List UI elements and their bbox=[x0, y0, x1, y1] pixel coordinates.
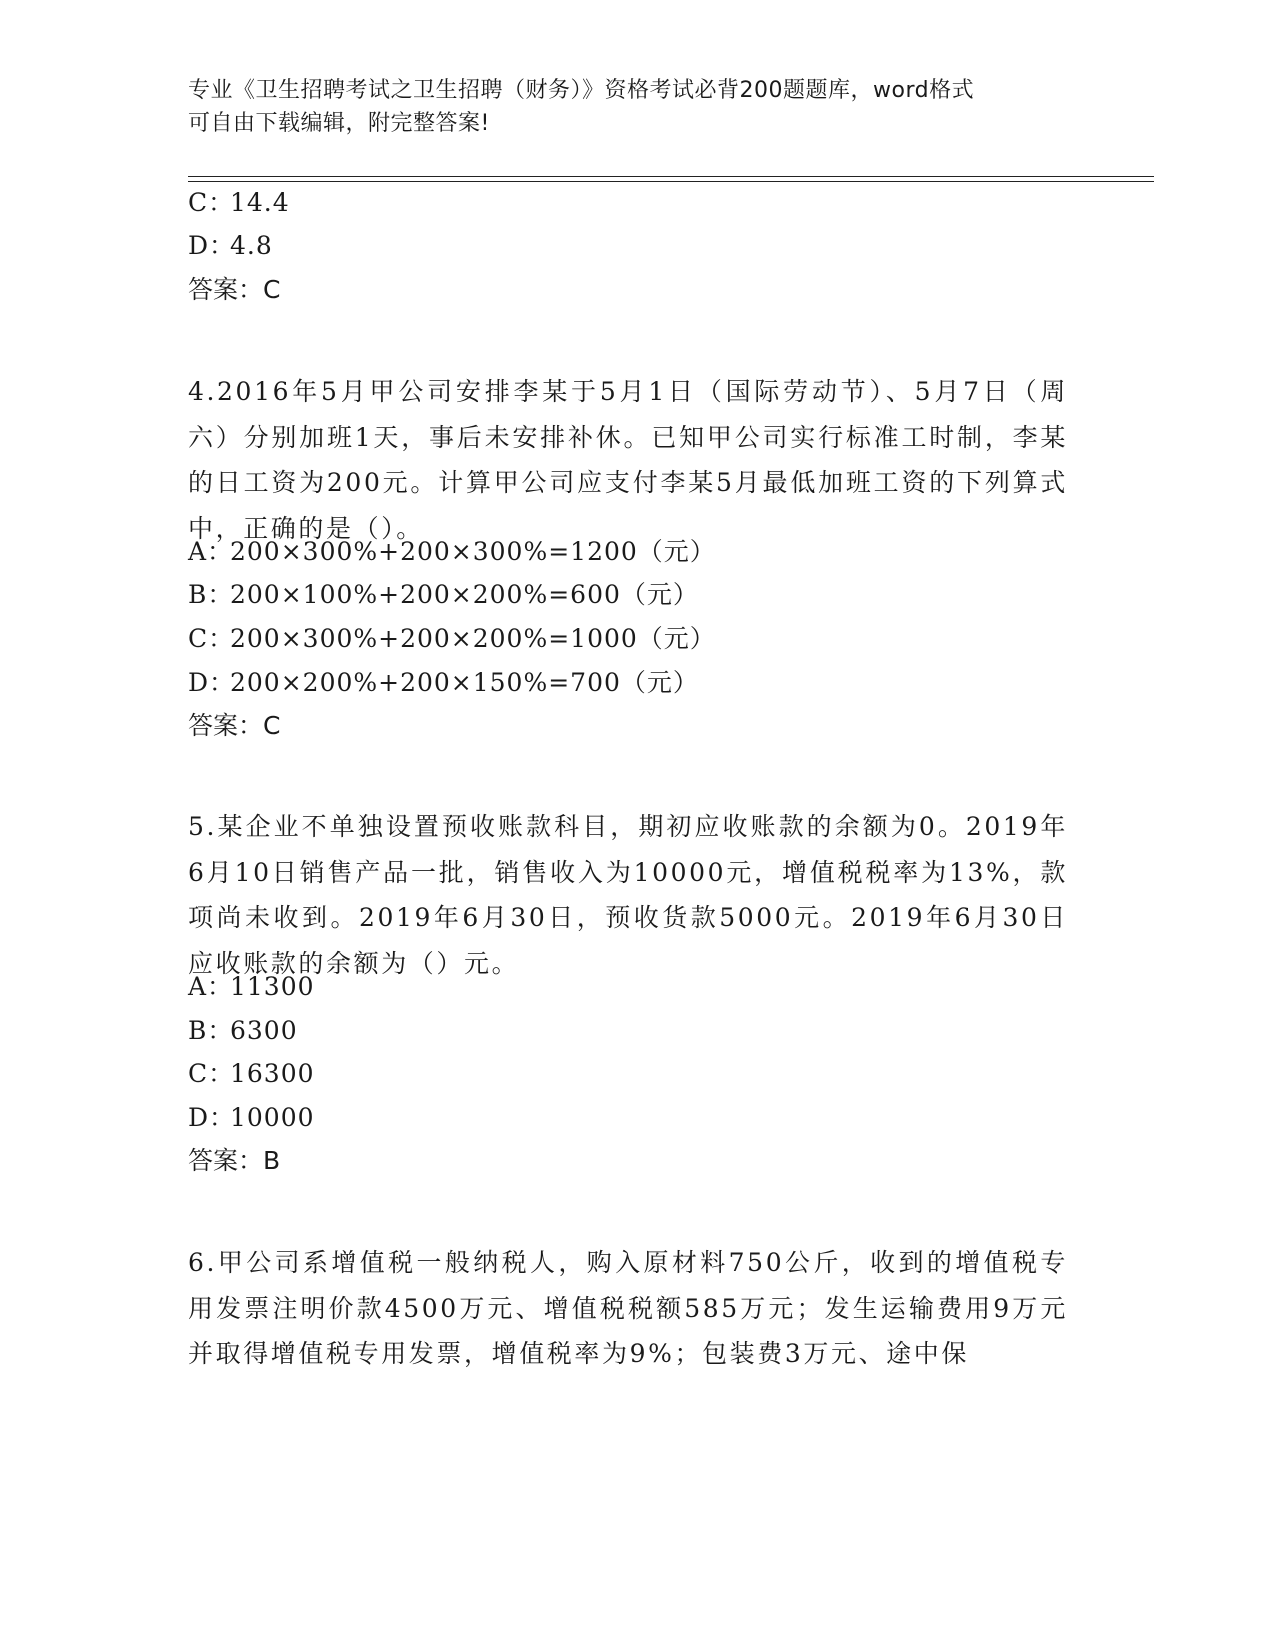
option-text: 200×300%+200×200%=1000（元） bbox=[230, 624, 716, 653]
q3-option-c bbox=[188, 188, 290, 218]
option-label: D： bbox=[188, 668, 236, 697]
option-label: C： bbox=[188, 188, 235, 217]
option-text: 11300 bbox=[230, 972, 315, 1001]
option-text: 14.4 bbox=[230, 188, 290, 217]
q5-option-b bbox=[188, 1016, 298, 1046]
q5-option-d bbox=[188, 1103, 315, 1133]
option-label: C： bbox=[188, 1059, 235, 1088]
option-label: C： bbox=[188, 624, 235, 653]
option-label: A： bbox=[188, 972, 234, 1001]
q6-stem: 6.甲公司系增值税一般纳税人，购入原材料750公斤，收到的增值税专用发票注明价款4500万元、增值税税额585万元；发生运输费用9万元并取得增值税专用发票，增值税率为9%；包装费3万元、途中保 bbox=[188, 1248, 1068, 1368]
q4-answer: 答案：C bbox=[188, 711, 281, 740]
q5-stem: 5.某企业不单独设置预收账款科目，期初应收账款的余额为0。2019年6月10日销售产品一批，销售收入为10000元，增值税税率为13%，款项尚未收到。2019年6月30日，预收货款5000元。2019年6月30日应收账款的余额为（）元。 bbox=[188, 812, 1068, 978]
option-text: 200×100%+200×200%=600（元） bbox=[230, 580, 699, 609]
q3-answer: 答案：C bbox=[188, 275, 281, 304]
q4-option-a bbox=[188, 537, 716, 567]
header-title-line-2: 可自由下载编辑，附完整答案! bbox=[188, 111, 490, 136]
q4-option-d bbox=[188, 668, 699, 698]
option-label: D： bbox=[188, 1103, 236, 1132]
q5-option-a bbox=[188, 972, 315, 1002]
option-text: 200×200%+200×150%=700（元） bbox=[230, 668, 699, 697]
option-text: 6300 bbox=[230, 1016, 298, 1045]
document-header bbox=[188, 74, 1068, 140]
q5-option-c bbox=[188, 1059, 315, 1089]
option-label: B： bbox=[188, 1016, 234, 1045]
option-text: 16300 bbox=[230, 1059, 315, 1088]
option-label: B： bbox=[188, 580, 234, 609]
header-title-line-1: 专业《卫生招聘考试之卫生招聘（财务）》资格考试必背200题题库，word格式 bbox=[188, 78, 975, 103]
option-text: 200×300%+200×300%=1200（元） bbox=[230, 537, 716, 566]
option-label: A： bbox=[188, 537, 234, 566]
header-divider-bottom bbox=[188, 181, 1154, 182]
q5-answer: 答案：B bbox=[188, 1146, 281, 1175]
option-text: 4.8 bbox=[230, 231, 273, 260]
option-text: 10000 bbox=[230, 1103, 315, 1132]
q4-option-c bbox=[188, 624, 716, 654]
header-divider-top bbox=[188, 176, 1154, 177]
q3-option-d bbox=[188, 231, 273, 261]
q4-option-b bbox=[188, 580, 699, 610]
q4-stem: 4.2016年5月甲公司安排李某于5月1日（国际劳动节）、5月7日（周六）分别加班1天，事后未安排补休。已知甲公司实行标准工时制，李某的日工资为200元。计算甲公司应支付李某5月最低加班工资的下列算式中，正确的是（）。 bbox=[188, 377, 1068, 543]
option-label: D： bbox=[188, 231, 236, 260]
